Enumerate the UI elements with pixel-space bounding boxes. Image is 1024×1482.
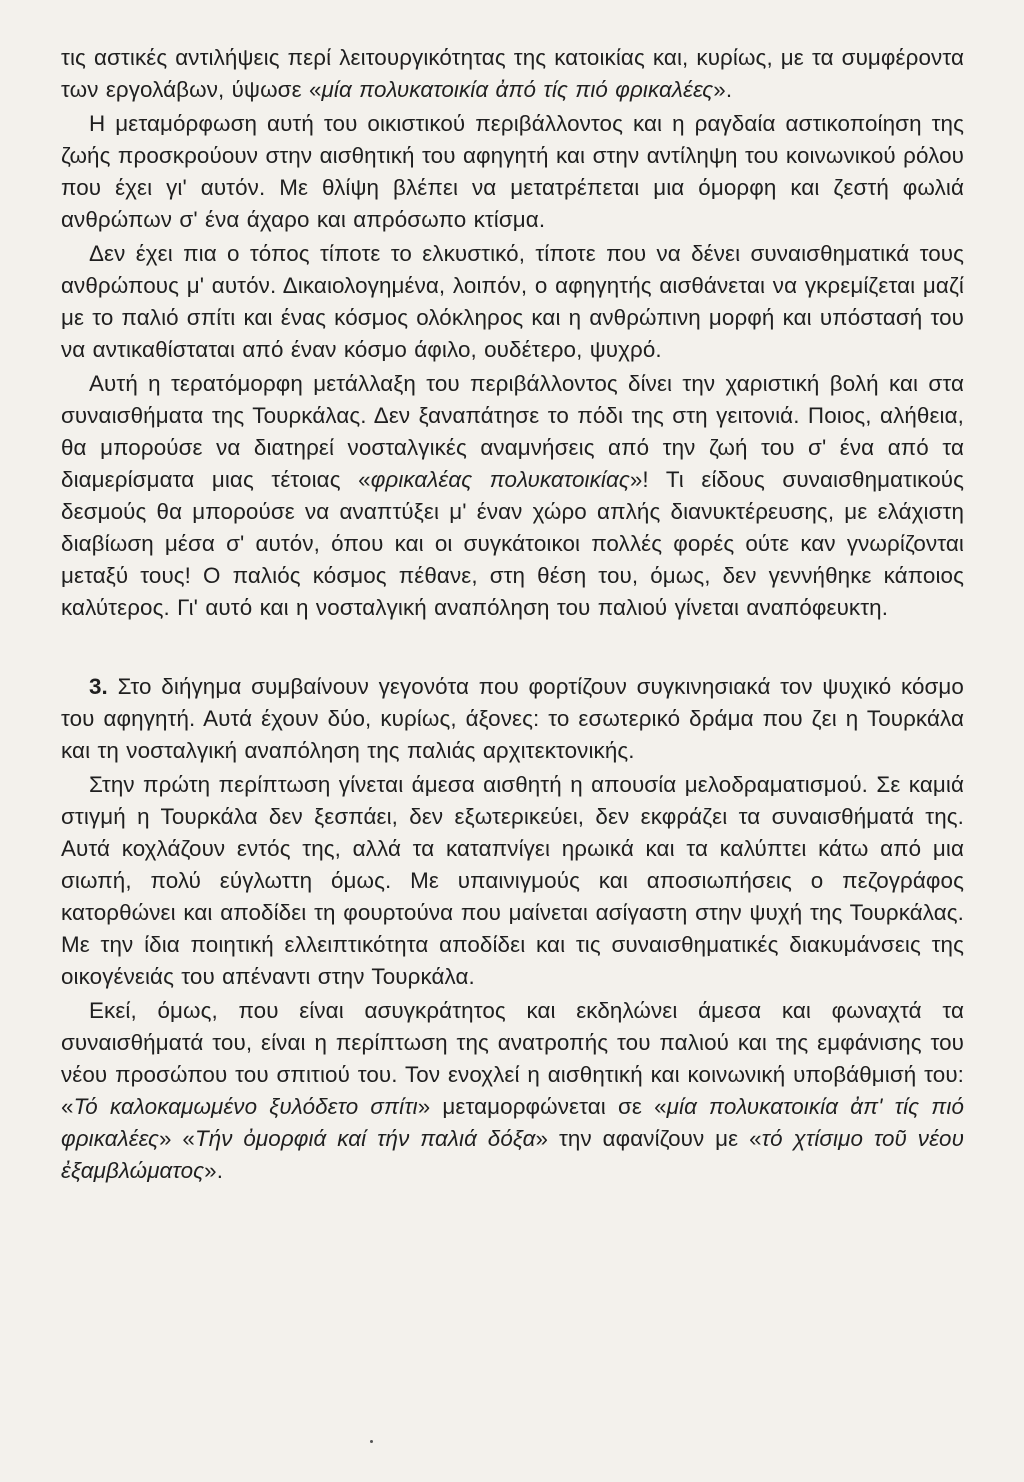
text-segment: Εκεί, όμως, που είναι ασυγκράτητος και εκδηλώνει άμεσα και φωναχτά τα συναισθήματά του, είναι η περίπτωση της ανατροπής του παλιού και της εμφάνισης του νέου προσώπου του σπιτιού του. Τον ενοχλεί η αισθητική και κοινωνική υποβάθμισή του: « [61,998,964,1119]
text-segment: » « [158,1126,195,1151]
quotation: Τό καλοκαμωμένο ξυλόδετο σπίτι [73,1094,418,1119]
text-segment: Στην πρώτη περίπτωση γίνεται άμεσα αισθητή η απουσία μελοδραματισμού. Σε καμιά στιγμή η Τουρκάλα δεν ξεσπάει, δεν εξωτερικεύει, δεν εκφράζει τα συναισθήματά της. Αυτά κοχλάζουν εντός της, αλλά τα καταπνίγει ηρωικά και τα καλύπτει κάτω από μια σιωπή, πολύ εύγλωττη όμως. Με υπαινιγμούς και αποσιωπήσεις ο πεζογράφος κατορθώνει και αποδίδει τη φουρτούνα που μαίνεται ασίγαστη στην ψυχή της Τουρκάλας. Με την ίδια ποιητική ελλειπτικότητα αποδίδει και τις συναισθηματικές διακυμάνσεις της οικογένειάς του απέναντι στην Τουρκάλα. [61,772,964,989]
paragraph-continuation [61,42,964,106]
text-segment: Αυτή η τερατόμορφη μετάλλαξη του περιβάλλοντος δίνει την χαριστική βολή και στα συναισθήματα της Τουρκάλας. Δεν ξαναπάτησε το πόδι της στη γειτονιά. Ποιος, αλήθεια, θα μπορούσε να διατηρεί νοσταλγικές αναμνήσεις από την ζωή του σ' ένα από τα διαμερίσματα μιας τέτοιας « [61,371,964,492]
print-speck [370,1440,373,1443]
paragraph [61,238,964,366]
section-number: 3. [89,674,108,699]
text-segment: » μεταμορφώνεται σε « [417,1094,667,1119]
text-segment: » την αφανίζουν με « [535,1126,762,1151]
quotation: Τήν ὀμορφιά καί τήν παλιά δόξα [194,1126,536,1151]
text-segment: »! Τι είδους συναισθηματικούς δεσμούς θα μπορούσε να αναπτύξει μ' έναν χώρο απλής διανυκτέρευσης, με ελάχιστη διαβίωση μέσα σ' αυτόν, όπου και οι συγκάτοικοι πολλές φορές ούτε καν γνωρίζονται μεταξύ τους! Ο παλιός κόσμος πέθανε, στη θέση του, όμως, δεν γεννήθηκε κάποιος καλύτερος. Γι' αυτό και η νοσταλγική αναπόληση του παλιού γίνεται αναπόφευκτη. [61,467,964,620]
text-segment: Η μεταμόρφωση αυτή του οικιστικού περιβάλλοντος και η ραγδαία αστικοποίηση της ζωής προσκρούουν στην αισθητική του αφηγητή και στην αντίληψη του κοινωνικού ρόλου που έχει γι' αυτόν. Με θλίψη βλέπει να μετατρέπεται μια όμορφη και ζεστή φωλιά ανθρώπων σ' ένα άχαρο και απρόσωπο κτίσμα. [61,111,964,232]
quotation: φρικαλέας πολυκατοικίας [370,467,630,492]
text-segment: τις αστικές αντιλήψεις περί λειτουργικότητας της κατοικίας και, κυρίως, με τα συμφέροντα των εργολάβων, ύψωσε « [61,45,964,102]
paragraph [61,368,964,624]
section-paragraph-3 [61,671,964,767]
text-segment: ». [204,1158,224,1183]
text-segment: Δεν έχει πια ο τόπος τίποτε το ελκυστικό, τίποτε που να δένει συναισθηματικά τους ανθρώπους μ' αυτόν. Δικαιολογημένα, λοιπόν, ο αφηγητής αισθάνεται να γκρεμίζεται μαζί με το παλιό σπίτι και ένας κόσμος ολόκληρος και η ανθρώπινη μορφή και υπόστασή του να αντικαθίσταται από έναν κόσμο άφιλο, ουδέτερο, ψυχρό. [61,241,964,362]
quotation: μία πολυκατοικία ἀπό τίς πιό φρικαλέες [321,77,714,102]
paragraph [61,769,964,993]
quotation: τό χτίσιμο τοῦ νέου ἐξαμβλώματος [61,1126,964,1183]
paragraph [61,108,964,236]
text-segment: ». [713,77,733,102]
paragraph [61,995,964,1187]
quotation: μία πολυκατοικία ἀπ' τίς πιό φρικαλέες [61,1094,965,1151]
text-segment: Στο διήγημα συμβαίνουν γεγονότα που φορτίζουν συγκινησιακά τον ψυχικό κόσμο του αφηγητή. Αυτά έχουν δύο, κυρίως, άξονες: το εσωτερικό δράμα που ζει η Τουρκάλα και τη νοσταλγική αναπόληση της παλιάς αρχιτεκτονικής. [61,674,964,763]
